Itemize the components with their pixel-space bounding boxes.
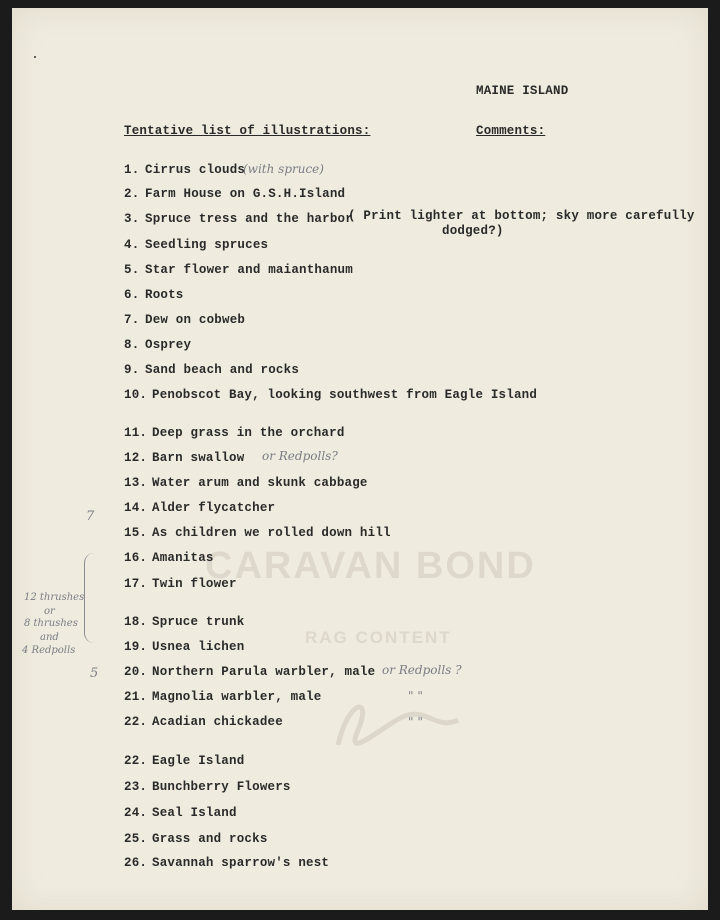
list-item-text: Spruce trunk — [152, 615, 245, 629]
list-item-number: 20. — [124, 665, 148, 679]
list-item-text: Deep grass in the orchard — [152, 426, 345, 440]
list-item-number: 12. — [124, 451, 148, 465]
margin-brace — [84, 553, 99, 643]
handwritten-or-redpolls-20: or Redpolls ? — [382, 663, 462, 677]
list-item-text: Magnolia warbler, male — [152, 690, 322, 704]
list-item-number: 18. — [124, 615, 148, 629]
list-item-number: 5. — [124, 263, 140, 277]
handwritten-ditto-22: " " — [408, 715, 423, 729]
list-item-text: Grass and rocks — [152, 832, 268, 846]
list-item-text: Spruce tress and the harbor — [145, 212, 353, 226]
ink-speck — [34, 56, 36, 58]
margin-number-7: 7 — [86, 509, 95, 524]
margin-note-line4: and — [40, 632, 59, 643]
document-title: MAINE ISLAND — [476, 84, 569, 98]
list-item-number: 7. — [124, 313, 140, 327]
list-heading: Tentative list of illustrations: — [124, 124, 371, 138]
list-item-text: Barn swallow — [152, 451, 245, 465]
list-item-number: 6. — [124, 288, 140, 302]
list-item-number: 8. — [124, 338, 140, 352]
watermark-line2: RAG CONTENT — [305, 628, 452, 647]
watermark-signature — [318, 690, 478, 760]
list-item-number: 22. — [124, 754, 148, 768]
list-item-number: 22. — [124, 715, 148, 729]
list-item-number: 13. — [124, 476, 148, 490]
list-item-text: Bunchberry Flowers — [152, 780, 291, 794]
list-item-text: Northern Parula warbler, male — [152, 665, 376, 679]
list-item-number: 9. — [124, 363, 140, 377]
list-item-number: 17. — [124, 577, 148, 591]
list-item-number: 24. — [124, 806, 148, 820]
margin-note-line5: 4 Redpolls — [22, 645, 76, 656]
list-item-number: 15. — [124, 526, 148, 540]
list-item-text: As children we rolled down hill — [152, 526, 391, 540]
document-page — [12, 8, 708, 910]
list-item-text: Usnea lichen — [152, 640, 245, 654]
list-item-text: Seal Island — [152, 806, 237, 820]
margin-note-line1: 12 thrushes — [24, 592, 85, 603]
list-item-text: Twin flower — [152, 577, 237, 591]
list-item-number: 3. — [124, 212, 140, 226]
watermark-line1: CARAVAN BOND — [205, 545, 536, 587]
list-item-number: 1. — [124, 163, 140, 177]
list-item-number: 14. — [124, 501, 148, 515]
list-item-number: 21. — [124, 690, 148, 704]
margin-note-line3: 8 thrushes — [24, 618, 78, 629]
list-item-text: Alder flycatcher — [152, 501, 276, 515]
comment-item-3-line2: dodged?) — [442, 224, 504, 238]
list-item-text: Savannah sparrow's nest — [152, 856, 330, 870]
list-item-number: 2. — [124, 187, 140, 201]
list-item-number: 26. — [124, 856, 148, 870]
list-item-text: Osprey — [145, 338, 192, 352]
list-item-number: 19. — [124, 640, 148, 654]
comments-heading: Comments: — [476, 124, 546, 138]
list-item-text: Amanitas — [152, 551, 214, 565]
list-item-text: Acadian chickadee — [152, 715, 283, 729]
handwritten-with-spruce: (with spruce) — [243, 162, 324, 176]
handwritten-or-redpolls-12: or Redpolls? — [262, 449, 338, 463]
margin-note-line2: or — [44, 606, 55, 617]
list-item-number: 4. — [124, 238, 140, 252]
list-item-text: Penobscot Bay, looking southwest from Eagle Island — [152, 388, 538, 402]
comment-item-3-line1: ( Print lighter at bottom; sky more carefully — [348, 209, 695, 223]
list-item-number: 10. — [124, 388, 148, 402]
list-item-text: Water arum and skunk cabbage — [152, 476, 368, 490]
list-item-number: 23. — [124, 780, 148, 794]
list-item-number: 11. — [124, 426, 148, 440]
list-item-text: Cirrus clouds — [145, 163, 246, 177]
list-item-text: Farm House on G.S.H.Island — [145, 187, 346, 201]
list-item-text: Seedling spruces — [145, 238, 269, 252]
list-item-number: 25. — [124, 832, 148, 846]
margin-number-5: 5 — [90, 666, 99, 681]
handwritten-ditto-21: " " — [408, 689, 423, 703]
list-item-text: Eagle Island — [152, 754, 245, 768]
list-item-text: Sand beach and rocks — [145, 363, 300, 377]
list-item-text: Dew on cobweb — [145, 313, 246, 327]
list-item-text: Star flower and maianthanum — [145, 263, 353, 277]
list-item-text: Roots — [145, 288, 184, 302]
list-item-number: 16. — [124, 551, 148, 565]
